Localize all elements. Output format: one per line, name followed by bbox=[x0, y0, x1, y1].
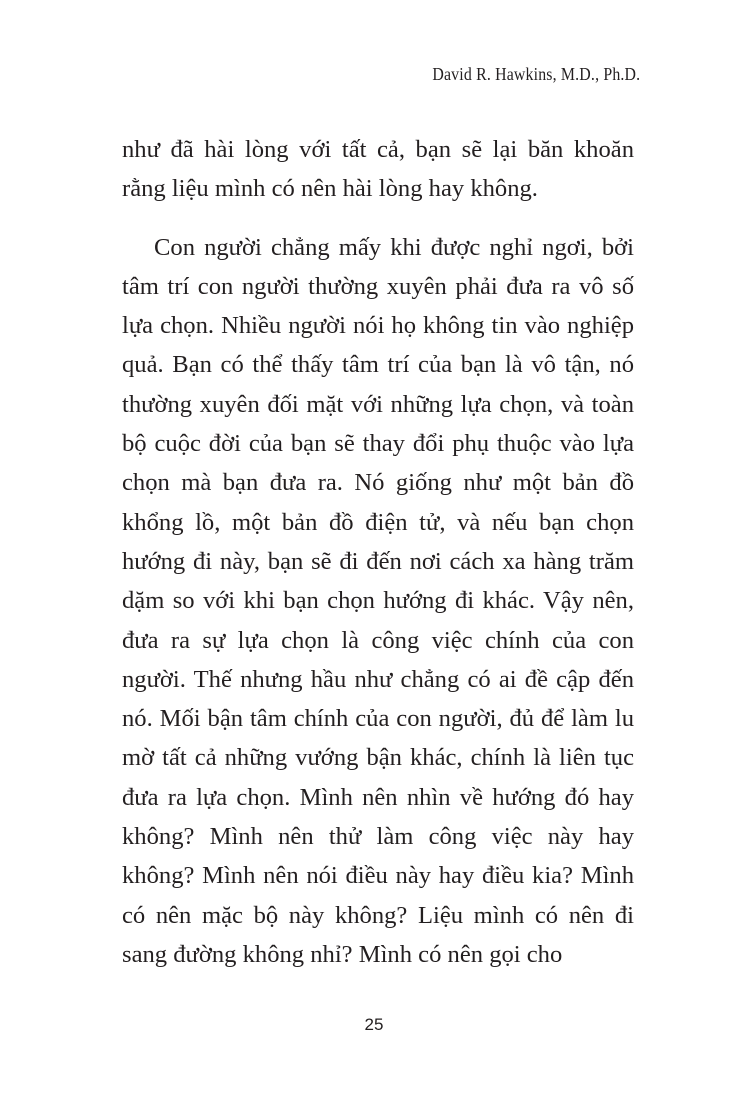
paragraph-main: Con người chẳng mấy khi được nghỉ ngơi, bởi tâm trí con người thường xuyên phải đưa ra vô số lựa chọn. Nhiều người nói họ không tin vào nghiệp quả. Bạn có thể thấy tâm trí của bạn là vô tận, nó thường xuyên đối mặt với những lựa chọn, và toàn bộ cuộc đời của bạn sẽ thay đổi phụ thuộc vào lựa chọn mà bạn đưa ra. Nó giống như một bản đồ khổng lồ, một bản đồ điện tử, và nếu bạn chọn hướng đi này, bạn sẽ đi đến nơi cách xa hàng trăm dặm so với khi bạn chọn hướng đi khác. Vậy nên, đưa ra sự lựa chọn là công việc chính của con người. Thế nhưng hầu như chẳng có ai đề cập đến nó. Mối bận tâm chính của con người, đủ để làm lu mờ tất cả những vướng bận khác, chính là liên tục đưa ra lựa chọn. Mình nên nhìn về hướng đó hay không? Mình nên thử làm công việc này hay không? Mình nên nói điều này hay điều kia? Mình có nên mặc bộ này không? Liệu mình có nên đi sang đường không nhỉ? Mình có nên gọi cho bbox=[122, 233, 634, 968]
running-header-author: David R. Hawkins, M.D., Ph.D. bbox=[432, 64, 640, 84]
page-number: 25 bbox=[364, 1015, 384, 1034]
paragraph-continued: như đã hài lòng với tất cả, bạn sẽ lại băn khoăn rằng liệu mình có nên hài lòng hay không. bbox=[122, 136, 634, 203]
body-text bbox=[122, 130, 634, 974]
